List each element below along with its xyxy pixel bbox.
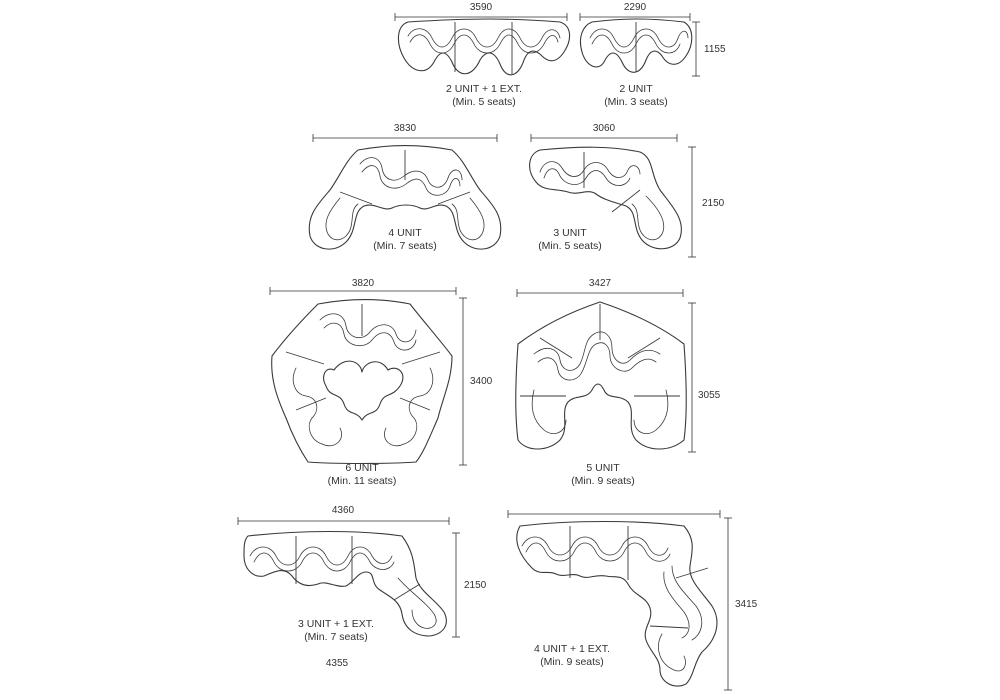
width-dimension: 4360 — [331, 505, 355, 516]
config-4-unit — [309, 123, 501, 252]
config-seats: (Min. 9 seats) — [571, 475, 635, 487]
bottom-dimension: 4355 — [325, 658, 349, 669]
config-seats: (Min. 11 seats) — [327, 475, 397, 487]
config-3-unit-1-ext — [238, 505, 487, 669]
config-seats: (Min. 5 seats) — [538, 240, 602, 252]
config-2-unit — [580, 2, 726, 108]
width-dimension: 2290 — [623, 2, 647, 13]
height-dimension: 1155 — [704, 44, 726, 55]
config-seats: (Min. 5 seats) — [452, 96, 516, 108]
height-dimension: 2150 — [702, 198, 725, 209]
width-dimension: 3427 — [588, 278, 612, 289]
config-caption: 2 UNIT + 1 EXT. — [446, 83, 522, 95]
height-dimension: 3415 — [735, 599, 758, 610]
config-6-unit — [270, 278, 493, 487]
config-caption: 5 UNIT — [586, 462, 620, 474]
config-caption: 6 UNIT — [345, 462, 379, 474]
height-dimension: 3400 — [470, 376, 493, 387]
config-seats: (Min. 3 seats) — [604, 96, 668, 108]
config-caption: 2 UNIT — [619, 83, 653, 95]
width-dimension: 3820 — [351, 278, 375, 289]
config-caption: 3 UNIT — [553, 227, 587, 239]
config-caption: 3 UNIT + 1 EXT. — [298, 618, 374, 630]
height-dimension: 2150 — [464, 580, 487, 591]
width-dimension: 3060 — [592, 123, 616, 134]
config-3-unit — [530, 123, 725, 257]
config-seats: (Min. 7 seats) — [304, 631, 368, 643]
config-caption: 4 UNIT + 1 EXT. — [534, 643, 610, 655]
width-dimension: 3590 — [469, 2, 493, 13]
config-2-unit-1-ext — [395, 2, 570, 108]
height-dimension: 3055 — [698, 390, 721, 401]
config-seats: (Min. 7 seats) — [373, 240, 437, 252]
config-caption: 4 UNIT — [388, 227, 422, 239]
config-5-unit — [516, 278, 721, 487]
config-seats: (Min. 9 seats) — [540, 656, 604, 668]
width-dimension: 3830 — [393, 123, 417, 134]
config-4-unit-1-ext — [508, 510, 758, 690]
